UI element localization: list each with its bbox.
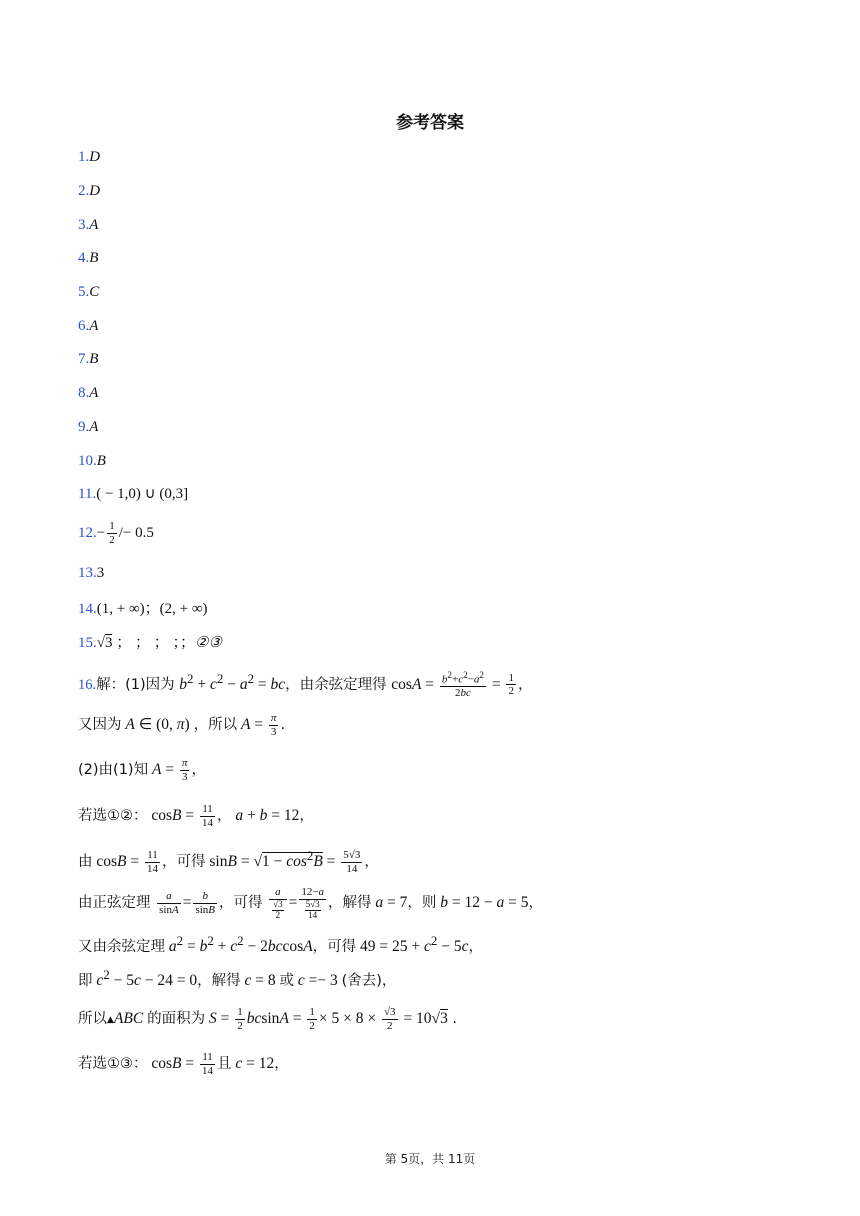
solution-line-4: 若选①②： cosB = $\frac{11}{14}$ ， a + b = 12，: [78, 803, 314, 829]
solution-line-10: 若选①③： cosB = $\frac{11}{14}$ 且 c = 12，: [78, 1051, 289, 1077]
solution-line-9: 所以▲ABC 的面积为 S = $\frac{1}{2}$ bcsinA = $\frac{1}{2}$ × 5 × 8 × $\frac{√3}{2}$ = 10√3 .: [78, 1006, 458, 1032]
answer-item: 13.3: [78, 565, 105, 581]
solution-line-1: 16.解：(1)因为 $b^2 + c^2 - a^2$ = bc，由余弦定理得 cosA = $\frac{b^2+c^2-a^2}{2bc}$ = $\frac{1}{2}$ ，: [78, 670, 533, 700]
solution-line-7: 又由余弦定理 $a^2 = b^2 + c^2 - 2bccosA$，可得 $49 = 25 + c^2 - 5c$，: [78, 933, 483, 956]
answer-item: 14.(1, + ∞)；(2, + ∞): [78, 601, 208, 617]
answer-item: 1.D: [78, 149, 101, 165]
page-title: 参考答案: [396, 113, 464, 133]
answer-item: 5.C: [78, 284, 100, 300]
solution-line-8: 即 $c^2 - 5c - 24 = 0$，解得 c = 8 或 c =− 3 (舍去)，: [78, 967, 397, 990]
answer-item: 11.( − 1,0) ∪ (0,3]: [78, 486, 189, 502]
answer-item: 2.D: [78, 183, 101, 199]
answer-item: 12.− $\frac{1}{2}$ /− 0.5: [78, 520, 154, 546]
solution-line-3: (2)由(1)知 A = $\frac{\pi}{3}$ ，: [78, 757, 206, 783]
answer-item: 7.B: [78, 351, 99, 367]
answer-item: 9.A: [78, 419, 99, 435]
solution-line-6: 由正弦定理 $\frac{a}{\sin A}$ = $\frac{b}{\sin B}$ ，可得 $\frac{a}{\frac{√3}{2}}$ = $\frac{12-a}{\frac{5√3}{14}}$ ，解得 a = 7，则 b = 12 − a = 5，: [78, 886, 544, 920]
answer-item: 15.√3 ； ； ； ；；②③: [78, 635, 222, 651]
answer-item: 10.B: [78, 453, 106, 469]
page-footer: 第 5页，共 11页: [384, 1152, 476, 1166]
answer-item: 3.A: [78, 217, 99, 233]
answer-item: 8.A: [78, 385, 99, 401]
answer-item: 4.B: [78, 250, 99, 266]
solution-line-5: 由 cosB = $\frac{11}{14}$ ，可得 $\sin B = √1 - \cos^2B$ = $\frac{5√3}{14}$ ，: [78, 848, 379, 875]
answer-item: 6.A: [78, 318, 99, 334]
solution-line-2: 又因为 A ∈ (0, π) ，所以 A = $\frac{\pi}{3}$ .: [78, 712, 286, 738]
